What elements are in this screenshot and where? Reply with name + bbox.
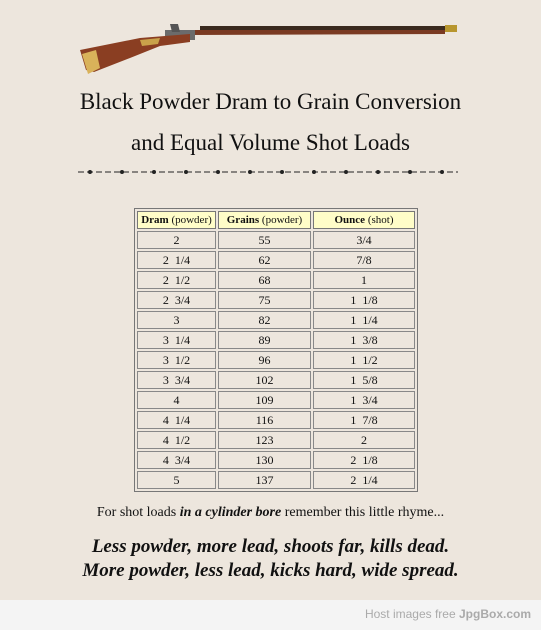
cell-dram: 4 1/2 — [137, 431, 216, 449]
cell-ounce: 1 5/8 — [313, 371, 415, 389]
cell-ounce: 7/8 — [313, 251, 415, 269]
cell-ounce: 1 1/4 — [313, 311, 415, 329]
cell-ounce: 2 1/8 — [313, 451, 415, 469]
column-header-ounce: Ounce (shot) — [313, 211, 415, 229]
page-title-line-1: Black Powder Dram to Grain Conversion — [79, 89, 462, 114]
table-row — [137, 391, 415, 409]
cell-grains: 116 — [218, 411, 311, 429]
cell-ounce: 1 3/8 — [313, 331, 415, 349]
table-row — [137, 371, 415, 389]
cell-ounce: 2 1/4 — [313, 471, 415, 489]
cell-grains: 109 — [218, 391, 311, 409]
table-row — [137, 311, 415, 329]
page-title-line-2: and Equal Volume Shot Loads — [131, 130, 410, 155]
decorative-divider — [78, 166, 458, 178]
cell-grains: 130 — [218, 451, 311, 469]
cell-dram: 4 1/4 — [137, 411, 216, 429]
table-row — [137, 291, 415, 309]
footer-bar — [0, 600, 541, 630]
cell-dram: 3 1/4 — [137, 331, 216, 349]
table-body — [137, 231, 415, 489]
table-row — [137, 271, 415, 289]
cell-grains: 75 — [218, 291, 311, 309]
cell-grains: 123 — [218, 431, 311, 449]
table-row — [137, 471, 415, 489]
cell-dram: 2 3/4 — [137, 291, 216, 309]
cell-ounce: 1 1/8 — [313, 291, 415, 309]
rhyme-intro: For shot loads in a cylinder bore remember this little rhyme... — [96, 505, 445, 520]
cell-ounce: 2 — [313, 431, 415, 449]
cell-dram: 4 — [137, 391, 216, 409]
column-header-grains: Grains (powder) — [218, 211, 311, 229]
column-header-dram: Dram (powder) — [137, 211, 216, 229]
cell-dram: 3 3/4 — [137, 371, 216, 389]
footer-host-link[interactable]: Host images free JpgBox.com — [364, 607, 531, 621]
conversion-table — [134, 208, 418, 492]
cell-grains: 68 — [218, 271, 311, 289]
cell-ounce: 1 7/8 — [313, 411, 415, 429]
cell-dram: 3 1/2 — [137, 351, 216, 369]
cell-dram: 4 3/4 — [137, 451, 216, 469]
table-row — [137, 331, 415, 349]
cell-dram: 2 — [137, 231, 216, 249]
cell-grains: 102 — [218, 371, 311, 389]
cell-dram: 2 1/2 — [137, 271, 216, 289]
rhyme-intro-emphasis: in a cylinder bore — [179, 505, 282, 520]
cell-ounce: 1 — [313, 271, 415, 289]
cell-dram: 5 — [137, 471, 216, 489]
table-row — [137, 411, 415, 429]
flintlock-rifle-image — [80, 20, 460, 80]
table-row — [137, 231, 415, 249]
cell-ounce: 1 3/4 — [313, 391, 415, 409]
cell-ounce: 3/4 — [313, 231, 415, 249]
cell-ounce: 1 1/2 — [313, 351, 415, 369]
table-row — [137, 351, 415, 369]
cell-grains: 62 — [218, 251, 311, 269]
cell-grains: 96 — [218, 351, 311, 369]
cell-grains: 137 — [218, 471, 311, 489]
cell-grains: 55 — [218, 231, 311, 249]
cell-dram: 3 — [137, 311, 216, 329]
table-row — [137, 431, 415, 449]
cell-dram: 2 1/4 — [137, 251, 216, 269]
table-header-row — [137, 211, 415, 229]
rhyme-line-2: More powder, less lead, kicks hard, wide spread. — [82, 560, 459, 581]
cell-grains: 82 — [218, 311, 311, 329]
table-row — [137, 251, 415, 269]
cell-grains: 89 — [218, 331, 311, 349]
rhyme-line-1: Less powder, more lead, shoots far, kills dead. — [91, 536, 450, 557]
table-row — [137, 451, 415, 469]
